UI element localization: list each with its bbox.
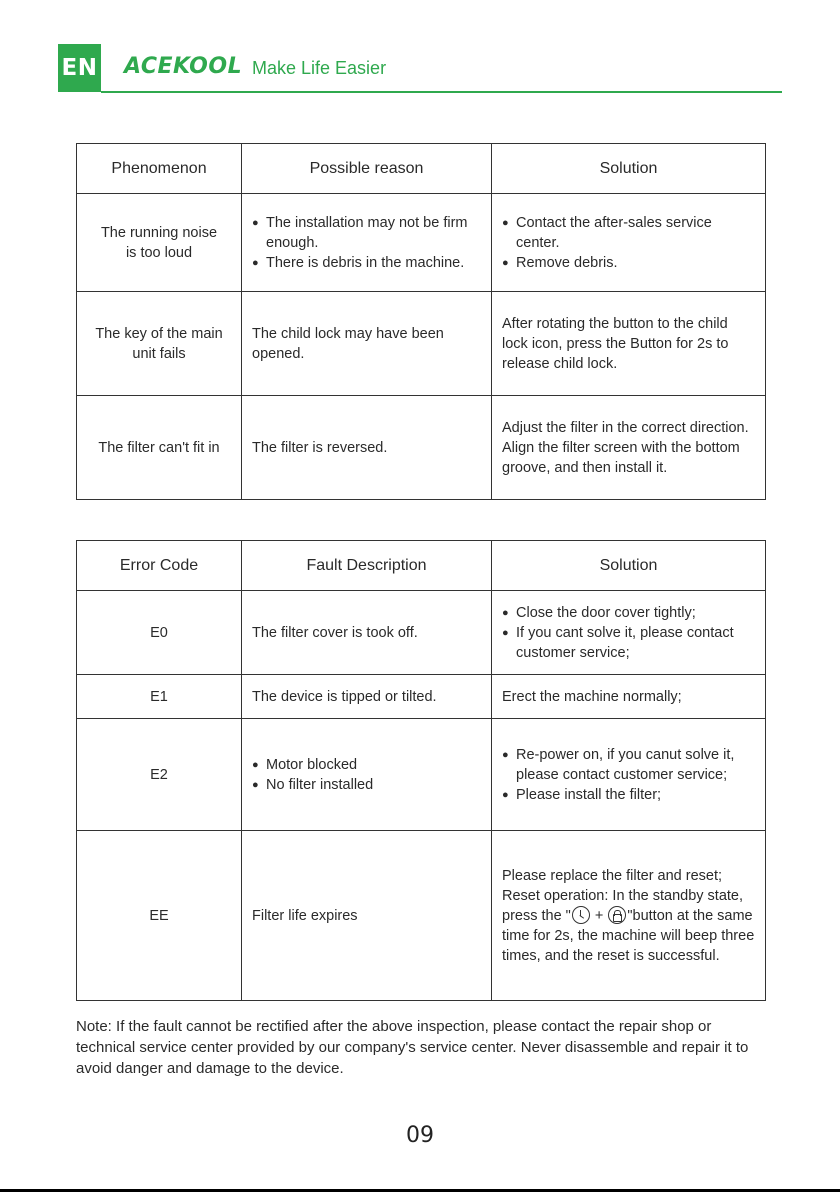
reason-cell bbox=[242, 194, 492, 292]
troubleshooting-table bbox=[76, 143, 766, 500]
list-item: ● The installation may not be firm enough. bbox=[252, 213, 481, 253]
reason-cell: The filter is reversed. bbox=[242, 396, 492, 500]
error-code-cell: EE bbox=[77, 831, 242, 1001]
child-lock-icon bbox=[608, 906, 626, 924]
column-header: Error Code bbox=[77, 541, 242, 591]
table-row bbox=[77, 396, 766, 500]
column-header: Fault Description bbox=[242, 541, 492, 591]
phenomenon-cell: The filter can't fit in bbox=[77, 396, 242, 500]
solution-cell bbox=[492, 194, 766, 292]
table-row bbox=[77, 675, 766, 719]
table-row bbox=[77, 831, 766, 1001]
column-header: Solution bbox=[492, 144, 766, 194]
list-item: ● If you cant solve it, please contact customer service; bbox=[502, 623, 755, 663]
column-header: Solution bbox=[492, 541, 766, 591]
brand-logo: ACEKOOL bbox=[124, 54, 243, 79]
table-row bbox=[77, 292, 766, 396]
solution-cell bbox=[492, 719, 766, 831]
error-code-cell: E1 bbox=[77, 675, 242, 719]
solution-cell: Adjust the filter in the correct direction. Align the filter screen with the bottom groove, and then install it. bbox=[492, 396, 766, 500]
error-code-cell: E2 bbox=[77, 719, 242, 831]
page-number: 09 bbox=[406, 1123, 434, 1148]
error-code-cell: E0 bbox=[77, 591, 242, 675]
solution-cell: After rotating the button to the child lock icon, press the Button for 2s to release child lock. bbox=[492, 292, 766, 396]
reason-cell: The child lock may have been opened. bbox=[242, 292, 492, 396]
page-header bbox=[58, 44, 782, 92]
solution-cell bbox=[492, 591, 766, 675]
note-label: Note: bbox=[76, 1018, 112, 1035]
phenomenon-cell: The key of the main unit fails bbox=[77, 292, 242, 396]
list-item: ● Remove debris. bbox=[502, 253, 755, 273]
list-item: ● Please install the filter; bbox=[502, 785, 755, 805]
clock-icon bbox=[572, 906, 590, 924]
fault-description-cell: The filter cover is took off. bbox=[242, 591, 492, 675]
note-paragraph bbox=[76, 1016, 766, 1079]
fault-description-cell: The device is tipped or tilted. bbox=[242, 675, 492, 719]
fault-description-cell bbox=[242, 719, 492, 831]
table-row bbox=[77, 194, 766, 292]
list-item: ● Re-power on, if you canut solve it, please contact customer service; bbox=[502, 745, 755, 785]
list-item: ● Motor blocked bbox=[252, 755, 481, 775]
phenomenon-cell: The running noise is too loud bbox=[77, 194, 242, 292]
language-badge: EN bbox=[58, 44, 101, 92]
column-header: Possible reason bbox=[242, 144, 492, 194]
list-item: ● There is debris in the machine. bbox=[252, 253, 481, 273]
table-row bbox=[77, 591, 766, 675]
error-code-table bbox=[76, 540, 766, 1001]
list-item: ● Contact the after-sales service center. bbox=[502, 213, 755, 253]
table-header-row bbox=[77, 541, 766, 591]
table-header-row bbox=[77, 144, 766, 194]
fault-description-cell: Filter life expires bbox=[242, 831, 492, 1001]
list-item: ● Close the door cover tightly; bbox=[502, 603, 755, 623]
solution-cell: Please replace the filter and reset; Reset operation: In the standby state, press the " + "button at the same time for 2s, the machine will beep three times, and the reset is successful. bbox=[492, 831, 766, 1001]
note-text: If the fault cannot be rectified after the above inspection, please contact the repair shop or technical service center provided by our company's service center. Never disassemble and repair it to avoid danger and damage to the device. bbox=[76, 1018, 749, 1077]
list-item: ● No filter installed bbox=[252, 775, 481, 795]
header-rule bbox=[101, 91, 782, 93]
solution-cell: Erect the machine normally; bbox=[492, 675, 766, 719]
table-row bbox=[77, 719, 766, 831]
column-header: Phenomenon bbox=[77, 144, 242, 194]
brand-tagline: Make Life Easier bbox=[252, 58, 387, 78]
